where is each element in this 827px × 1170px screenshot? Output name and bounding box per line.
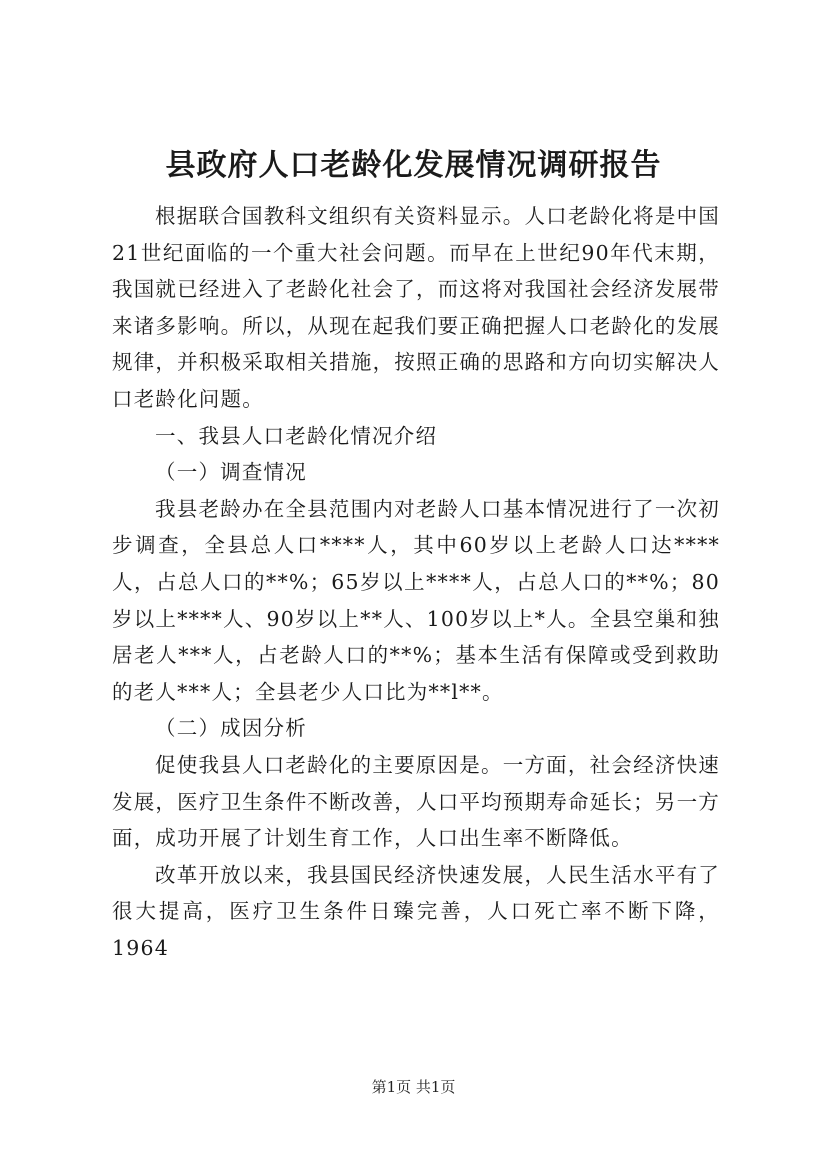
causes-paragraph: 促使我县人口老龄化的主要原因是。一方面，社会经济快速发展，医疗卫生条件不断改善，人口平均预期寿命延长；另一方面，成功开展了计划生育工作，人口出生率不断降低。	[112, 752, 720, 851]
survey-paragraph: 我县老龄办在全县范围内对老龄人口基本情况进行了一次初步调查，全县总人口****人，其中60岁以上老龄人口达****人，占总人口的**%；65岁以上****人，占总人口的**%；80岁以上****人、90岁以上**人、100岁以上*人。全县空巢和独居老人***人，占老龄人口的**%；基本生活有保障或受到救助的老人***人；全县老少人口比为**l**。	[112, 496, 720, 704]
section-heading-1: 一、我县人口老龄化情况介绍	[155, 423, 438, 448]
document-body	[112, 198, 720, 966]
page-footer: 第1页 共1页	[371, 1078, 456, 1096]
document-title: 县政府人口老龄化发展情况调研报告	[165, 148, 662, 183]
subsection-heading-survey: （一）调查情况	[155, 460, 307, 485]
intro-paragraph: 根据联合国教科文组织有关资料显示。人口老龄化将是中国21世纪面临的一个重大社会问题。而早在上世纪90年代末期，我国就已经进入了老龄化社会了，而这将对我国社会经济发展带来诸多影响。所以，从现在起我们要正确把握人口老龄化的发展规律，并积极采取相关措施，按照正确的思路和方向切实解决人口老龄化问题。	[112, 204, 720, 411]
reform-paragraph: 改革开放以来，我县国民经济快速发展，人民生活水平有了很大提高，医疗卫生条件日臻完善，人口死亡率不断下降，1964	[112, 862, 720, 960]
subsection-heading-causes: （二）成因分析	[155, 716, 307, 741]
